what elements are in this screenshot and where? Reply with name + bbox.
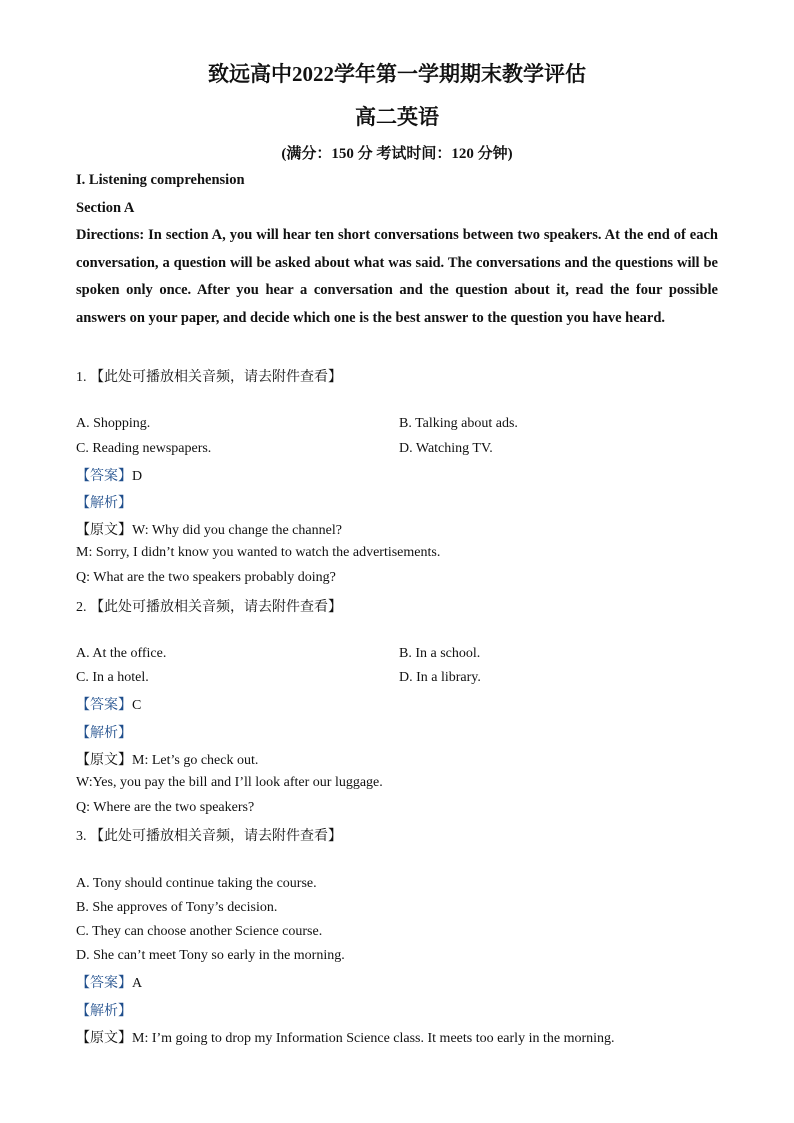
section-heading: Section A (76, 200, 135, 216)
part-heading: I. Listening comprehension (76, 172, 245, 188)
answer-label: 【答案】 (76, 698, 132, 713)
q1-option-c: C. Reading newspapers. (76, 441, 212, 456)
answer-value: A (132, 976, 143, 991)
q2-transcript-2: W:Yes, you pay the bill and I’ll look after our luggage. (76, 775, 383, 790)
exam-info: (满分：150 分 考试时间：120 分钟) (281, 146, 513, 162)
question-3-prompt: 3. 【此处可播放相关音频，请去附件查看】 (76, 829, 342, 844)
directions-text: Directions: In section A, you will hear ten short conversations between two speakers. At the end of each conversation, a question will be asked about what was said. The conversations and the questions will be spoken only once. After you hear a conversation and the question about it, read the four possible answers on your paper, and decide which one is the best answer to the question you have heard. (76, 227, 718, 326)
original-label: 【原文】 (76, 1031, 132, 1046)
q2-option-d: D. In a library. (399, 670, 481, 685)
q2-answer (76, 694, 141, 714)
answer-label: 【答案】 (76, 469, 132, 484)
q2-option-b: B. In a school. (399, 646, 481, 661)
original-label: 【原文】 (76, 523, 132, 538)
exam-subject: 高二英语 (355, 105, 439, 129)
q3-option-c: C. They can choose another Science course. (76, 924, 323, 939)
question-2-prompt: 2. 【此处可播放相关音频，请去附件查看】 (76, 600, 342, 615)
answer-label: 【答案】 (76, 976, 132, 991)
q1-option-b: B. Talking about ads. (399, 416, 518, 431)
answer-value: D (132, 469, 143, 484)
q1-answer (76, 465, 142, 485)
q1-analysis-label: 【解析】 (76, 496, 132, 511)
q2-transcript-3: Q: Where are the two speakers? (76, 800, 255, 815)
q1-transcript-3: Q: What are the two speakers probably doing? (76, 570, 336, 585)
question-1-prompt: 1. 【此处可播放相关音频，请去附件查看】 (76, 370, 342, 385)
q2-option-a: A. At the office. (76, 646, 167, 661)
q3-answer (76, 972, 142, 992)
q3-option-a: A. Tony should continue taking the course. (76, 876, 317, 891)
q3-transcript-1: 【原文】M: I’m going to drop my Information Science class. It meets too early in the morning. (76, 1031, 615, 1046)
q1-transcript-1: 【原文】W: Why did you change the channel? (76, 523, 342, 538)
q1-option-a: A. Shopping. (76, 416, 151, 431)
q3-option-d: D. She can’t meet Tony so early in the morning. (76, 948, 345, 963)
q2-option-c: C. In a hotel. (76, 670, 149, 685)
q1-option-d: D. Watching TV. (399, 441, 493, 456)
answer-value: C (132, 698, 142, 713)
exam-title: 致远高中2022学年第一学期期末教学评估 (208, 62, 586, 86)
q2-analysis-label: 【解析】 (76, 726, 132, 741)
q3-analysis-label: 【解析】 (76, 1004, 132, 1019)
q3-option-b: B. She approves of Tony’s decision. (76, 900, 278, 915)
q1-transcript-2: M: Sorry, I didn’t know you wanted to watch the advertisements. (76, 545, 441, 560)
q2-transcript-1: 【原文】M: Let’s go check out. (76, 753, 259, 768)
original-label: 【原文】 (76, 753, 132, 768)
